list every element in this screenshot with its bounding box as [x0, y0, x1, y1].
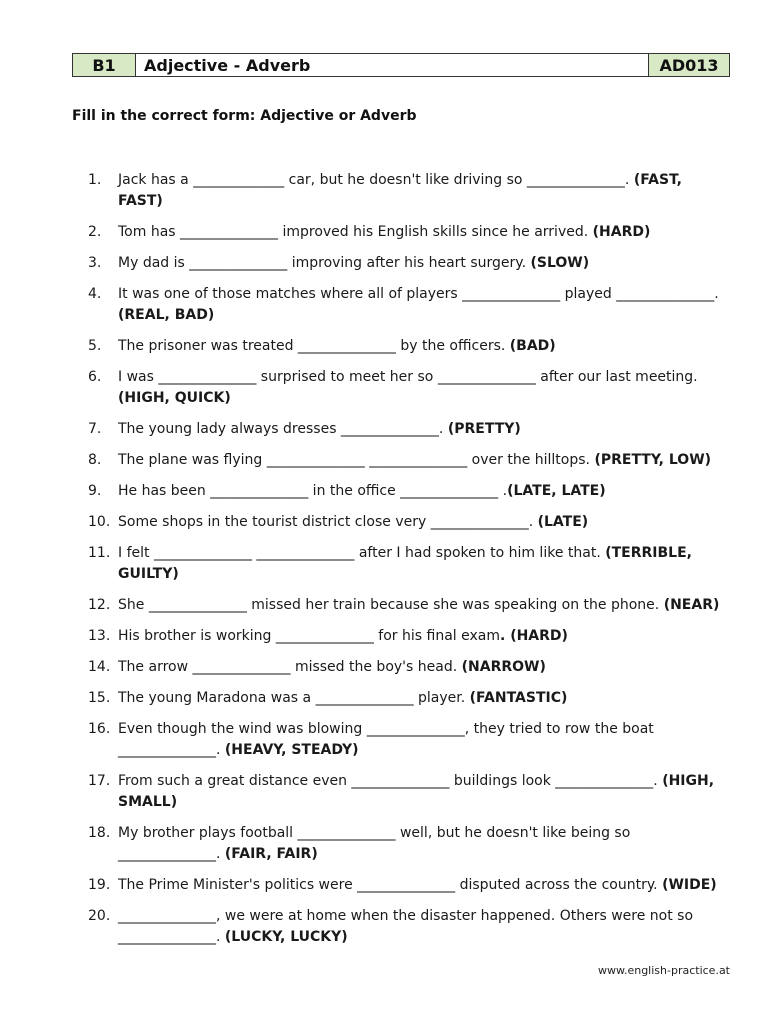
question-body: [118, 419, 730, 440]
question-number: 5.: [88, 338, 102, 354]
question-item: [88, 481, 730, 502]
question-number: 13.: [88, 628, 111, 644]
answer-hint: (SLOW): [530, 255, 590, 271]
question-body: [118, 253, 730, 274]
question-number: 10.: [88, 514, 111, 530]
question-number: 16.: [88, 721, 111, 737]
worksheet-title: Adjective - Adverb: [136, 54, 648, 76]
answer-hint: (HIGH, QUICK): [118, 390, 231, 406]
question-text: My dad is ______________ improving after his heart surgery.: [118, 255, 531, 271]
question-text: Even though the wind was blowing ______________, they tried to row the boat ______________.: [118, 721, 654, 758]
question-item: [88, 419, 730, 440]
question-number: 1.: [88, 172, 102, 188]
answer-hint: (HEAVY, STEADY): [224, 742, 359, 758]
footer-url: www.english-practice.at: [597, 964, 730, 977]
answer-hint: (LUCKY, LUCKY): [224, 929, 348, 945]
question-body: [118, 543, 730, 585]
question-number: 18.: [88, 825, 111, 841]
question-item: [88, 626, 730, 647]
question-item: [88, 253, 730, 274]
question-list: [88, 170, 730, 958]
answer-hint: (PRETTY): [447, 421, 521, 437]
question-item: [88, 367, 730, 409]
question-number: 3.: [88, 255, 102, 271]
question-item: [88, 543, 730, 585]
question-body: [118, 336, 730, 357]
question-number: 15.: [88, 690, 111, 706]
question-number: 4.: [88, 286, 102, 302]
answer-hint: (NEAR): [663, 597, 720, 613]
question-body: [118, 222, 730, 243]
answer-hint: (REAL, BAD): [118, 307, 215, 323]
answer-hint: (TERRIBLE, GUILTY): [118, 545, 692, 582]
question-text: It was one of those matches where all of players ______________ played ______________.: [118, 286, 719, 302]
question-body: [118, 595, 730, 616]
question-item: [88, 875, 730, 896]
question-item: [88, 823, 730, 865]
question-item: [88, 771, 730, 813]
question-number: 12.: [88, 597, 111, 613]
question-text: I was ______________ surprised to meet her so ______________ after our last meeting.: [118, 369, 698, 385]
answer-hint: (PRETTY, LOW): [594, 452, 712, 468]
question-number: 20.: [88, 908, 111, 924]
question-text: The prisoner was treated ______________ by the officers.: [118, 338, 510, 354]
question-text: The Prime Minister's politics were ______________ disputed across the country.: [118, 877, 663, 893]
worksheet-header: [72, 53, 730, 77]
worksheet-code: AD013: [648, 54, 729, 76]
question-number: 8.: [88, 452, 102, 468]
answer-hint: (HIGH, SMALL): [118, 773, 715, 810]
question-number: 2.: [88, 224, 102, 240]
question-body: [118, 284, 730, 326]
answer-hint: (HARD): [592, 224, 651, 240]
question-item: [88, 170, 730, 212]
answer-hint: (LATE, LATE): [507, 483, 606, 499]
question-text: The arrow ______________ missed the boy's head.: [118, 659, 462, 675]
question-text: My brother plays football ______________ well, but he doesn't like being so ______________.: [118, 825, 631, 862]
question-text: Some shops in the tourist district close very ______________.: [118, 514, 538, 530]
question-number: 17.: [88, 773, 111, 789]
question-item: [88, 336, 730, 357]
question-item: [88, 719, 730, 761]
answer-hint: (FAST, FAST): [118, 172, 682, 209]
question-number: 14.: [88, 659, 111, 675]
question-item: [88, 450, 730, 471]
question-text: I felt ______________ ______________ after I had spoken to him like that.: [118, 545, 606, 561]
question-body: [118, 688, 730, 709]
question-text: The plane was flying ______________ ______________ over the hilltops.: [118, 452, 595, 468]
level-badge: B1: [73, 54, 136, 76]
question-item: [88, 595, 730, 616]
answer-hint: (WIDE): [662, 877, 717, 893]
answer-hint: (NARROW): [461, 659, 546, 675]
question-text: Tom has ______________ improved his English skills since he arrived.: [118, 224, 593, 240]
question-item: [88, 688, 730, 709]
question-number: 6.: [88, 369, 102, 385]
question-number: 19.: [88, 877, 111, 893]
instruction: Fill in the correct form: Adjective or Adverb: [72, 108, 417, 124]
question-body: [118, 481, 730, 502]
question-body: [118, 719, 730, 761]
question-body: [118, 875, 730, 896]
question-item: [88, 222, 730, 243]
question-number: 11.: [88, 545, 111, 561]
answer-hint: (LATE): [537, 514, 589, 530]
question-item: [88, 657, 730, 678]
question-number: 7.: [88, 421, 102, 437]
question-item: [88, 906, 730, 948]
answer-hint: (FANTASTIC): [469, 690, 568, 706]
answer-hint: (FAIR, FAIR): [224, 846, 318, 862]
question-body: [118, 906, 730, 948]
question-body: [118, 450, 730, 471]
question-body: [118, 626, 730, 647]
question-text: His brother is working ______________ for his final exam: [118, 628, 500, 644]
answer-hint: . (HARD): [500, 628, 568, 644]
question-number: 9.: [88, 483, 102, 499]
question-body: [118, 657, 730, 678]
question-text: The young Maradona was a ______________ player.: [118, 690, 470, 706]
question-body: [118, 512, 730, 533]
question-text: He has been ______________ in the office ______________ .: [118, 483, 508, 499]
question-text: The young lady always dresses ______________.: [118, 421, 448, 437]
answer-hint: (BAD): [509, 338, 556, 354]
question-text: She ______________ missed her train because she was speaking on the phone.: [118, 597, 664, 613]
question-body: [118, 771, 730, 813]
question-text: ______________, we were at home when the disaster happened. Others were not so ______________.: [118, 908, 694, 945]
question-text: Jack has a _____________ car, but he doesn't like driving so ______________.: [118, 172, 634, 188]
question-item: [88, 512, 730, 533]
question-body: [118, 170, 730, 212]
question-body: [118, 823, 730, 865]
question-text: From such a great distance even ______________ buildings look ______________.: [118, 773, 663, 789]
question-body: [118, 367, 730, 409]
question-item: [88, 284, 730, 326]
